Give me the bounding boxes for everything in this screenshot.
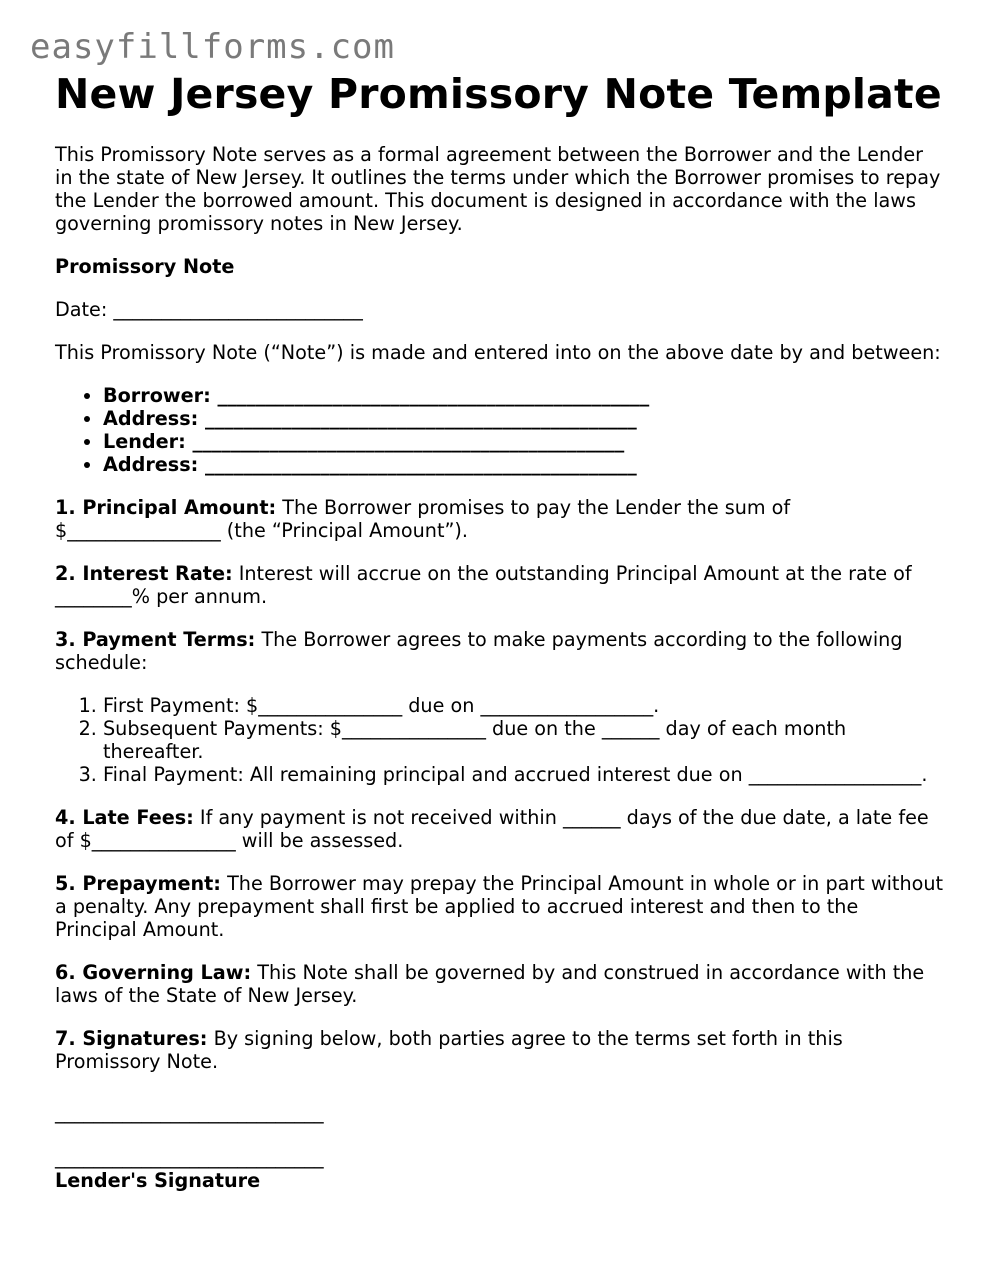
party-borrower <box>103 384 945 407</box>
party-blank: _____________________________________________ <box>198 453 637 476</box>
clause-label: 6. Governing Law: <box>55 961 252 984</box>
document-title: New Jersey Promissory Note Template <box>55 70 942 118</box>
party-label: Borrower: <box>103 384 211 407</box>
party-lender-address <box>103 453 945 476</box>
party-blank: _____________________________________________ <box>185 430 625 453</box>
schedule-item-first: 1. First Payment: $_______________ due on __________________. <box>103 694 945 717</box>
party-label: Address: <box>103 453 199 476</box>
clause-payment <box>55 628 945 674</box>
made-between-paragraph: This Promissory Note (“Note”) is made and entered into on the above date by and between: <box>55 341 941 364</box>
schedule-item-subsequent: 2. Subsequent Payments: $_______________ due on the ______ day of each month thereafter. <box>103 717 945 763</box>
clause-principal <box>55 496 945 542</box>
signature-line: ____________________________ <box>55 1101 324 1124</box>
payment-schedule-list <box>55 694 945 786</box>
party-blank: _____________________________________________ <box>210 384 650 407</box>
clause-label: 5. Prepayment: <box>55 872 221 895</box>
lender-signature-label: Lender's Signature <box>55 1169 261 1192</box>
clause-governing-law <box>55 961 945 1007</box>
parties-list <box>55 384 945 476</box>
party-borrower-address <box>103 407 945 430</box>
party-lender <box>103 430 945 453</box>
document-body <box>55 143 945 1192</box>
watermark: easyfillforms.com <box>30 27 395 67</box>
party-label: Address: <box>103 407 199 430</box>
clause-label: 2. Interest Rate: <box>55 562 233 585</box>
clause-label: 3. Payment Terms: <box>55 628 256 651</box>
clause-signatures <box>55 1027 945 1073</box>
clause-interest <box>55 562 945 608</box>
schedule-item-final: 3. Final Payment: All remaining principal and accrued interest due on __________________. <box>103 763 945 786</box>
clause-label: 1. Principal Amount: <box>55 496 277 519</box>
lender-signature-line: ____________________________ <box>55 1146 324 1169</box>
signature-block <box>55 1101 945 1192</box>
clause-text: The Borrower agrees to make payments according to the following schedule: <box>55 628 903 674</box>
clause-text: By signing below, both parties agree to the terms set forth in this Promissory Note. <box>55 1027 843 1073</box>
party-label: Lender: <box>103 430 186 453</box>
clause-text: The Borrower may prepay the Principal Amount in whole or in part without a penalty. Any prepayment shall first be applied to accrued interest and then to the Principal Amount. <box>55 872 944 941</box>
clause-late-fees <box>55 806 945 852</box>
clause-label: 7. Signatures: <box>55 1027 208 1050</box>
clause-text: The Borrower promises to pay the Lender the sum of $________________ (the “Principal Amount”). <box>55 496 791 542</box>
section-heading: Promissory Note <box>55 255 235 278</box>
clause-text: Interest will accrue on the outstanding Principal Amount at the rate of ________% per annum. <box>55 562 912 608</box>
date-line: Date: __________________________ <box>55 298 363 321</box>
clause-text: If any payment is not received within ______ days of the due date, a late fee of $_______________ will be assessed. <box>55 806 929 852</box>
clause-text: This Note shall be governed by and construed in accordance with the laws of the State of New Jersey. <box>55 961 925 1007</box>
party-blank: _____________________________________________ <box>198 407 637 430</box>
intro-paragraph: This Promissory Note serves as a formal agreement between the Borrower and the Lender in the state of New Jersey. It outlines the terms under which the Borrower promises to repay the Lender the borrowed amount. This document is designed in accordance with the laws governing promissory notes in New Jersey. <box>55 143 941 235</box>
clause-prepayment <box>55 872 945 941</box>
clause-label: 4. Late Fees: <box>55 806 194 829</box>
